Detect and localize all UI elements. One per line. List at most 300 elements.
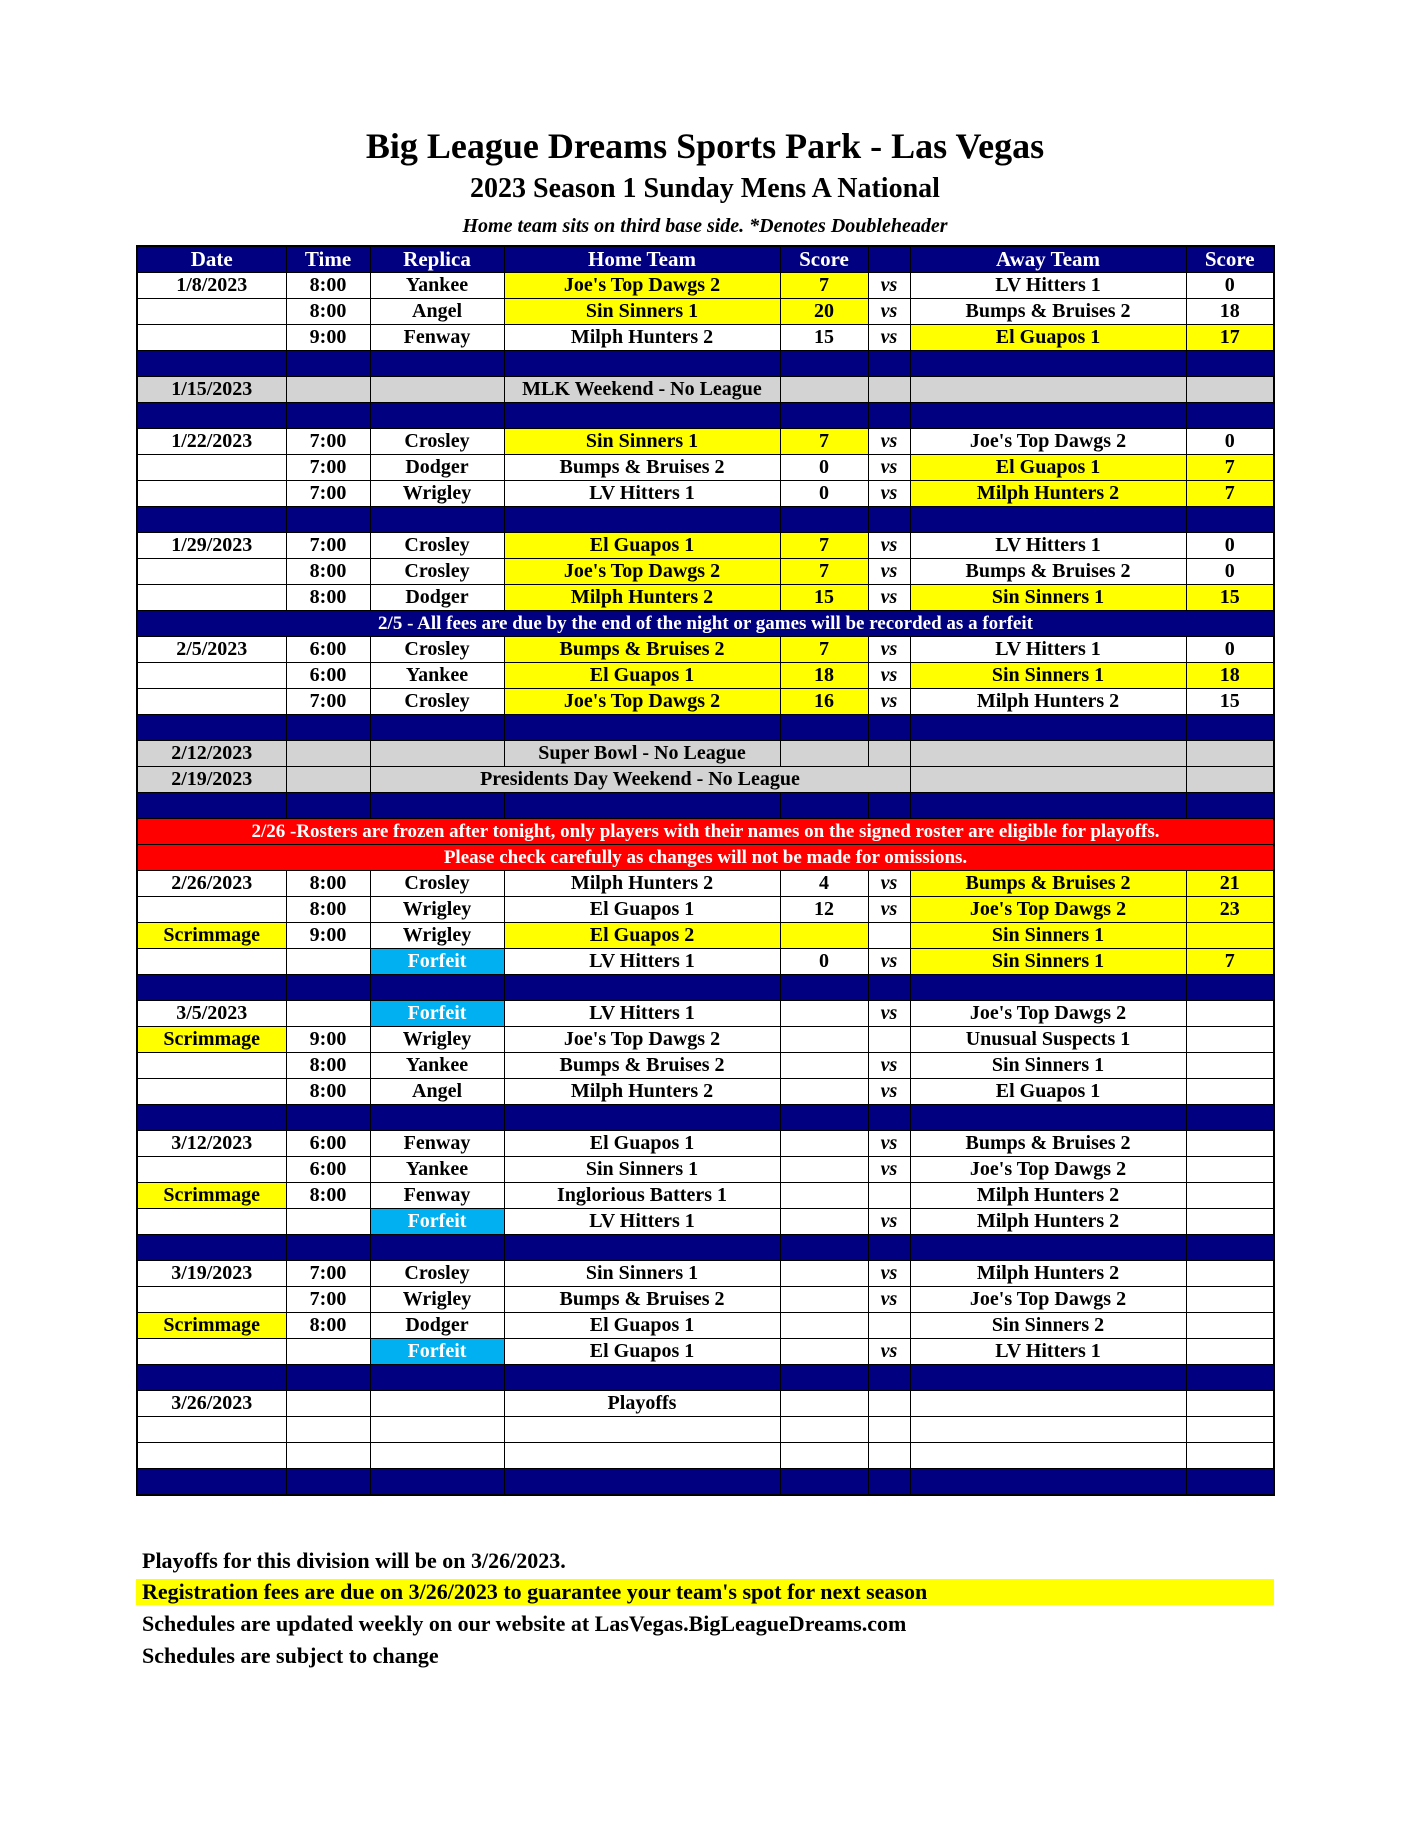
ascore-cell: [1186, 1079, 1274, 1105]
spacer-cell: [910, 351, 1186, 377]
spacer-row: [137, 793, 1274, 819]
vs-cell: [868, 1391, 910, 1417]
game-row: [137, 663, 1274, 689]
spacer-cell: [504, 975, 780, 1001]
replica-cell: Forfeit: [370, 1339, 504, 1365]
spacer-cell: [910, 975, 1186, 1001]
ascore-cell: 18: [1186, 299, 1274, 325]
spacer-row: [137, 715, 1274, 741]
spacer-cell: [504, 715, 780, 741]
time-cell: 8:00: [286, 1053, 370, 1079]
empty-cell: [910, 377, 1186, 403]
time-cell: 7:00: [286, 455, 370, 481]
home-cell: [504, 1417, 780, 1443]
ascore-cell: 7: [1186, 949, 1274, 975]
spacer-cell: [504, 507, 780, 533]
hscore-cell: [780, 1313, 868, 1339]
time-cell: 8:00: [286, 273, 370, 299]
spacer-cell: [137, 975, 286, 1001]
home-cell: Sin Sinners 1: [504, 1261, 780, 1287]
spacer-cell: [910, 1365, 1186, 1391]
vs-cell: [868, 1027, 910, 1053]
ascore-cell: 0: [1186, 273, 1274, 299]
date-cell: Scrimmage: [137, 1313, 286, 1339]
away-cell: Unusual Suspects 1: [910, 1027, 1186, 1053]
time-cell: [286, 1391, 370, 1417]
spacer-cell: [910, 793, 1186, 819]
hscore-cell: 0: [780, 455, 868, 481]
game-row: [137, 637, 1274, 663]
home-cell: Milph Hunters 2: [504, 585, 780, 611]
replica-cell: Forfeit: [370, 949, 504, 975]
date-cell: [137, 1443, 286, 1469]
ascore-cell: [1186, 1157, 1274, 1183]
date-cell: [137, 481, 286, 507]
ascore-cell: [1186, 1027, 1274, 1053]
home-cell: LV Hitters 1: [504, 1209, 780, 1235]
home-cell: Joe's Top Dawgs 2: [504, 1027, 780, 1053]
ascore-cell: 0: [1186, 429, 1274, 455]
away-cell: Milph Hunters 2: [910, 1261, 1186, 1287]
away-cell: Milph Hunters 2: [910, 481, 1186, 507]
spacer-cell: [780, 1235, 868, 1261]
spacer-cell: [370, 793, 504, 819]
home-cell: El Guapos 1: [504, 897, 780, 923]
spacer-cell: [780, 715, 868, 741]
empty-cell: [1186, 741, 1274, 767]
spacer-cell: [370, 1365, 504, 1391]
date-cell: 2/5/2023: [137, 637, 286, 663]
time-cell: 8:00: [286, 1079, 370, 1105]
no-league-row: [137, 767, 1274, 793]
game-row: [137, 273, 1274, 299]
spacer-cell: [286, 1105, 370, 1131]
no-league-row: [137, 377, 1274, 403]
time-cell: 8:00: [286, 559, 370, 585]
replica-cell: Wrigley: [370, 897, 504, 923]
time-cell: 9:00: [286, 325, 370, 351]
away-cell: Sin Sinners 1: [910, 949, 1186, 975]
spacer-cell: [1186, 715, 1274, 741]
vs-cell: vs: [868, 871, 910, 897]
date-cell: 2/19/2023: [137, 767, 286, 793]
date-cell: [137, 689, 286, 715]
ascore-cell: 7: [1186, 481, 1274, 507]
away-cell: Bumps & Bruises 2: [910, 559, 1186, 585]
spacer-cell: [1186, 1365, 1274, 1391]
spacer-cell: [868, 1235, 910, 1261]
date-cell: [137, 1079, 286, 1105]
spacer-row: [137, 403, 1274, 429]
replica-cell: Crosley: [370, 871, 504, 897]
time-cell: 6:00: [286, 637, 370, 663]
game-row: [137, 1053, 1274, 1079]
home-cell: El Guapos 2: [504, 923, 780, 949]
time-cell: 8:00: [286, 585, 370, 611]
vs-cell: vs: [868, 299, 910, 325]
schedule-table: [136, 245, 1275, 1496]
time-cell: 7:00: [286, 1287, 370, 1313]
time-cell: 8:00: [286, 299, 370, 325]
spacer-cell: [137, 715, 286, 741]
spacer-cell: [504, 351, 780, 377]
spacer-cell: [504, 1105, 780, 1131]
game-row: [137, 871, 1274, 897]
replica-cell: Wrigley: [370, 923, 504, 949]
hscore-cell: 7: [780, 559, 868, 585]
spacer-cell: [504, 1235, 780, 1261]
date-cell: 2/12/2023: [137, 741, 286, 767]
away-cell: Joe's Top Dawgs 2: [910, 1287, 1186, 1313]
hscore-cell: [780, 1339, 868, 1365]
spacer-cell: [1186, 1105, 1274, 1131]
game-row: [137, 1339, 1274, 1365]
hscore-cell: 4: [780, 871, 868, 897]
spacer-cell: [137, 507, 286, 533]
spacer-cell: [780, 793, 868, 819]
date-cell: 3/19/2023: [137, 1261, 286, 1287]
vs-cell: vs: [868, 429, 910, 455]
hscore-cell: [780, 1053, 868, 1079]
game-row: [137, 585, 1274, 611]
spacer-cell: [286, 1365, 370, 1391]
game-row: [137, 533, 1274, 559]
spacer-cell: [1186, 507, 1274, 533]
home-cell: LV Hitters 1: [504, 481, 780, 507]
replica-cell: Angel: [370, 1079, 504, 1105]
empty-cell: [868, 377, 910, 403]
empty-cell: [370, 377, 504, 403]
game-row: [137, 299, 1274, 325]
spacer-cell: [868, 1105, 910, 1131]
hscore-cell: [780, 1443, 868, 1469]
vs-cell: vs: [868, 1339, 910, 1365]
time-cell: [286, 1417, 370, 1443]
spacer-cell: [504, 403, 780, 429]
empty-cell: [780, 741, 868, 767]
roster-notice-row: [137, 819, 1274, 845]
fee-notice: 2/5 - All fees are due by the end of the night or games will be recorded as a forfeit: [137, 611, 1274, 637]
empty-cell: [1186, 767, 1274, 793]
date-cell: Scrimmage: [137, 1183, 286, 1209]
home-cell: Inglorious Batters 1: [504, 1183, 780, 1209]
game-row: [137, 1261, 1274, 1287]
game-row: [137, 1157, 1274, 1183]
date-cell: [137, 585, 286, 611]
ascore-cell: 0: [1186, 533, 1274, 559]
away-cell: LV Hitters 1: [910, 273, 1186, 299]
home-cell: Milph Hunters 2: [504, 1079, 780, 1105]
home-cell: Bumps & Bruises 2: [504, 637, 780, 663]
col-time: Time: [286, 246, 370, 273]
spacer-cell: [370, 351, 504, 377]
game-row: [137, 429, 1274, 455]
page-subtitle: 2023 Season 1 Sunday Mens A National: [470, 173, 940, 204]
spacer-cell: [780, 1105, 868, 1131]
game-row: [137, 481, 1274, 507]
game-row: [137, 689, 1274, 715]
vs-cell: vs: [868, 1157, 910, 1183]
col-replica: Replica: [370, 246, 504, 273]
vs-cell: vs: [868, 1053, 910, 1079]
spacer-cell: [868, 507, 910, 533]
vs-cell: [868, 923, 910, 949]
date-cell: 2/26/2023: [137, 871, 286, 897]
game-row: [137, 1209, 1274, 1235]
spacer-cell: [137, 793, 286, 819]
away-cell: Sin Sinners 2: [910, 1313, 1186, 1339]
game-row: [137, 1027, 1274, 1053]
hscore-cell: 0: [780, 481, 868, 507]
date-cell: 1/8/2023: [137, 273, 286, 299]
date-cell: [137, 299, 286, 325]
spacer-cell: [780, 507, 868, 533]
spacer-cell: [370, 715, 504, 741]
ascore-cell: [1186, 1131, 1274, 1157]
date-cell: [137, 1339, 286, 1365]
hscore-cell: 7: [780, 429, 868, 455]
spacer-cell: [780, 1365, 868, 1391]
home-cell: LV Hitters 1: [504, 1001, 780, 1027]
vs-cell: vs: [868, 1079, 910, 1105]
hscore-cell: [780, 1287, 868, 1313]
spacer-cell: [137, 351, 286, 377]
vs-cell: vs: [868, 897, 910, 923]
spacer-row: [137, 507, 1274, 533]
vs-cell: vs: [868, 663, 910, 689]
date-cell: [137, 897, 286, 923]
away-cell: Joe's Top Dawgs 2: [910, 429, 1186, 455]
hscore-cell: [780, 1261, 868, 1287]
vs-cell: [868, 1313, 910, 1339]
date-cell: 1/22/2023: [137, 429, 286, 455]
schedule-note: Home team sits on third base side. *Denotes Doubleheader: [462, 215, 948, 237]
ascore-cell: 17: [1186, 325, 1274, 351]
spacer-cell: [286, 351, 370, 377]
vs-cell: [868, 1183, 910, 1209]
header-row: [137, 246, 1274, 273]
vs-cell: vs: [868, 637, 910, 663]
ascore-cell: [1186, 1261, 1274, 1287]
hscore-cell: 7: [780, 273, 868, 299]
page-title: Big League Dreams Sports Park - Las Vegas: [365, 126, 1045, 166]
game-row: [137, 1313, 1274, 1339]
home-cell: Sin Sinners 1: [504, 429, 780, 455]
game-row: [137, 923, 1274, 949]
game-row: [137, 1443, 1274, 1469]
spacer-cell: [910, 1235, 1186, 1261]
time-cell: [286, 1443, 370, 1469]
replica-cell: Crosley: [370, 559, 504, 585]
empty-cell: [910, 767, 1186, 793]
time-cell: 8:00: [286, 871, 370, 897]
date-cell: Scrimmage: [137, 923, 286, 949]
spacer-cell: [286, 715, 370, 741]
ascore-cell: [1186, 923, 1274, 949]
notice-row: [137, 611, 1274, 637]
home-cell: Bumps & Bruises 2: [504, 455, 780, 481]
replica-cell: Fenway: [370, 1183, 504, 1209]
away-cell: Bumps & Bruises 2: [910, 1131, 1186, 1157]
vs-cell: vs: [868, 585, 910, 611]
replica-cell: Crosley: [370, 637, 504, 663]
date-cell: [137, 1157, 286, 1183]
home-cell: Playoffs: [504, 1391, 780, 1417]
game-row: [137, 455, 1274, 481]
ascore-cell: 18: [1186, 663, 1274, 689]
spacer-cell: [868, 975, 910, 1001]
date-cell: Scrimmage: [137, 1027, 286, 1053]
replica-cell: Fenway: [370, 325, 504, 351]
away-cell: Sin Sinners 1: [910, 923, 1186, 949]
game-row: [137, 1391, 1274, 1417]
game-row: [137, 1079, 1274, 1105]
footer-registration: Registration fees are due on 3/26/2023 to guarantee your team's spot for next season: [136, 1579, 1274, 1605]
hscore-cell: [780, 1157, 868, 1183]
spacer-cell: [1186, 403, 1274, 429]
vs-cell: vs: [868, 273, 910, 299]
time-cell: [286, 1001, 370, 1027]
spacer-row: [137, 1469, 1274, 1496]
replica-cell: Yankee: [370, 1157, 504, 1183]
spacer-row: [137, 351, 1274, 377]
vs-cell: vs: [868, 1131, 910, 1157]
time-cell: [286, 949, 370, 975]
no-league-text: MLK Weekend - No League: [504, 377, 780, 403]
ascore-cell: [1186, 1053, 1274, 1079]
game-row: [137, 1131, 1274, 1157]
vs-cell: [868, 1443, 910, 1469]
spacer-cell: [868, 351, 910, 377]
away-cell: [910, 1443, 1186, 1469]
spacer-row: [137, 1105, 1274, 1131]
away-cell: Sin Sinners 1: [910, 585, 1186, 611]
away-cell: LV Hitters 1: [910, 637, 1186, 663]
time-cell: 7:00: [286, 429, 370, 455]
roster-notice-line: 2/26 -Rosters are frozen after tonight, only players with their names on the signed roster are eligible for playoffs.: [137, 819, 1274, 845]
replica-cell: Crosley: [370, 689, 504, 715]
spacer-cell: [910, 715, 1186, 741]
replica-cell: Crosley: [370, 1261, 504, 1287]
no-league-text: Super Bowl - No League: [504, 741, 780, 767]
spacer-cell: [286, 975, 370, 1001]
spacer-cell: [780, 403, 868, 429]
ascore-cell: [1186, 1391, 1274, 1417]
replica-cell: Crosley: [370, 533, 504, 559]
ascore-cell: [1186, 1443, 1274, 1469]
hscore-cell: 15: [780, 325, 868, 351]
away-cell: [910, 1417, 1186, 1443]
vs-cell: vs: [868, 1261, 910, 1287]
spacer-cell: [137, 403, 286, 429]
vs-cell: vs: [868, 325, 910, 351]
home-cell: El Guapos 1: [504, 663, 780, 689]
ascore-cell: 15: [1186, 689, 1274, 715]
spacer-cell: [137, 1469, 286, 1496]
vs-cell: vs: [868, 1287, 910, 1313]
date-cell: 3/26/2023: [137, 1391, 286, 1417]
vs-cell: vs: [868, 689, 910, 715]
spacer-cell: [370, 1235, 504, 1261]
spacer-cell: [910, 507, 1186, 533]
home-cell: Bumps & Bruises 2: [504, 1053, 780, 1079]
hscore-cell: [780, 1079, 868, 1105]
spacer-cell: [780, 975, 868, 1001]
date-cell: [137, 949, 286, 975]
spacer-cell: [504, 1469, 780, 1496]
replica-cell: Wrigley: [370, 1027, 504, 1053]
ascore-cell: [1186, 1313, 1274, 1339]
home-cell: Milph Hunters 2: [504, 871, 780, 897]
col-away-team: Away Team: [910, 246, 1186, 273]
footer-disclaimer: Schedules are subject to change: [142, 1643, 439, 1668]
spacer-cell: [1186, 793, 1274, 819]
vs-cell: vs: [868, 1001, 910, 1027]
empty-cell: [1186, 377, 1274, 403]
home-cell: El Guapos 1: [504, 533, 780, 559]
vs-cell: vs: [868, 949, 910, 975]
hscore-cell: [780, 1131, 868, 1157]
hscore-cell: [780, 1391, 868, 1417]
ascore-cell: 0: [1186, 637, 1274, 663]
home-cell: Joe's Top Dawgs 2: [504, 689, 780, 715]
date-cell: [137, 1417, 286, 1443]
roster-notice-line: Please check carefully as changes will not be made for omissions.: [137, 845, 1274, 871]
empty-cell: [286, 377, 370, 403]
no-league-text: Presidents Day Weekend - No League: [370, 767, 910, 793]
spacer-row: [137, 1235, 1274, 1261]
time-cell: 9:00: [286, 923, 370, 949]
hscore-cell: [780, 1001, 868, 1027]
replica-cell: [370, 1443, 504, 1469]
spacer-cell: [868, 793, 910, 819]
spacer-cell: [868, 715, 910, 741]
time-cell: 6:00: [286, 1157, 370, 1183]
hscore-cell: [780, 1027, 868, 1053]
hscore-cell: 15: [780, 585, 868, 611]
date-cell: [137, 1287, 286, 1313]
time-cell: 7:00: [286, 689, 370, 715]
game-row: [137, 1001, 1274, 1027]
date-cell: 1/15/2023: [137, 377, 286, 403]
replica-cell: Yankee: [370, 1053, 504, 1079]
time-cell: 6:00: [286, 663, 370, 689]
spacer-cell: [370, 1105, 504, 1131]
hscore-cell: 16: [780, 689, 868, 715]
date-cell: [137, 1209, 286, 1235]
hscore-cell: [780, 923, 868, 949]
away-cell: El Guapos 1: [910, 455, 1186, 481]
spacer-cell: [286, 403, 370, 429]
spacer-cell: [868, 1365, 910, 1391]
replica-cell: [370, 1391, 504, 1417]
empty-cell: [868, 741, 910, 767]
home-cell: Joe's Top Dawgs 2: [504, 559, 780, 585]
spacer-cell: [780, 1469, 868, 1496]
hscore-cell: [780, 1417, 868, 1443]
hscore-cell: [780, 1209, 868, 1235]
time-cell: 6:00: [286, 1131, 370, 1157]
home-cell: Bumps & Bruises 2: [504, 1287, 780, 1313]
date-cell: 1/29/2023: [137, 533, 286, 559]
home-cell: El Guapos 1: [504, 1313, 780, 1339]
game-row: [137, 897, 1274, 923]
spacer-cell: [780, 351, 868, 377]
ascore-cell: [1186, 1339, 1274, 1365]
spacer-cell: [1186, 351, 1274, 377]
spacer-cell: [910, 1105, 1186, 1131]
vs-cell: vs: [868, 533, 910, 559]
